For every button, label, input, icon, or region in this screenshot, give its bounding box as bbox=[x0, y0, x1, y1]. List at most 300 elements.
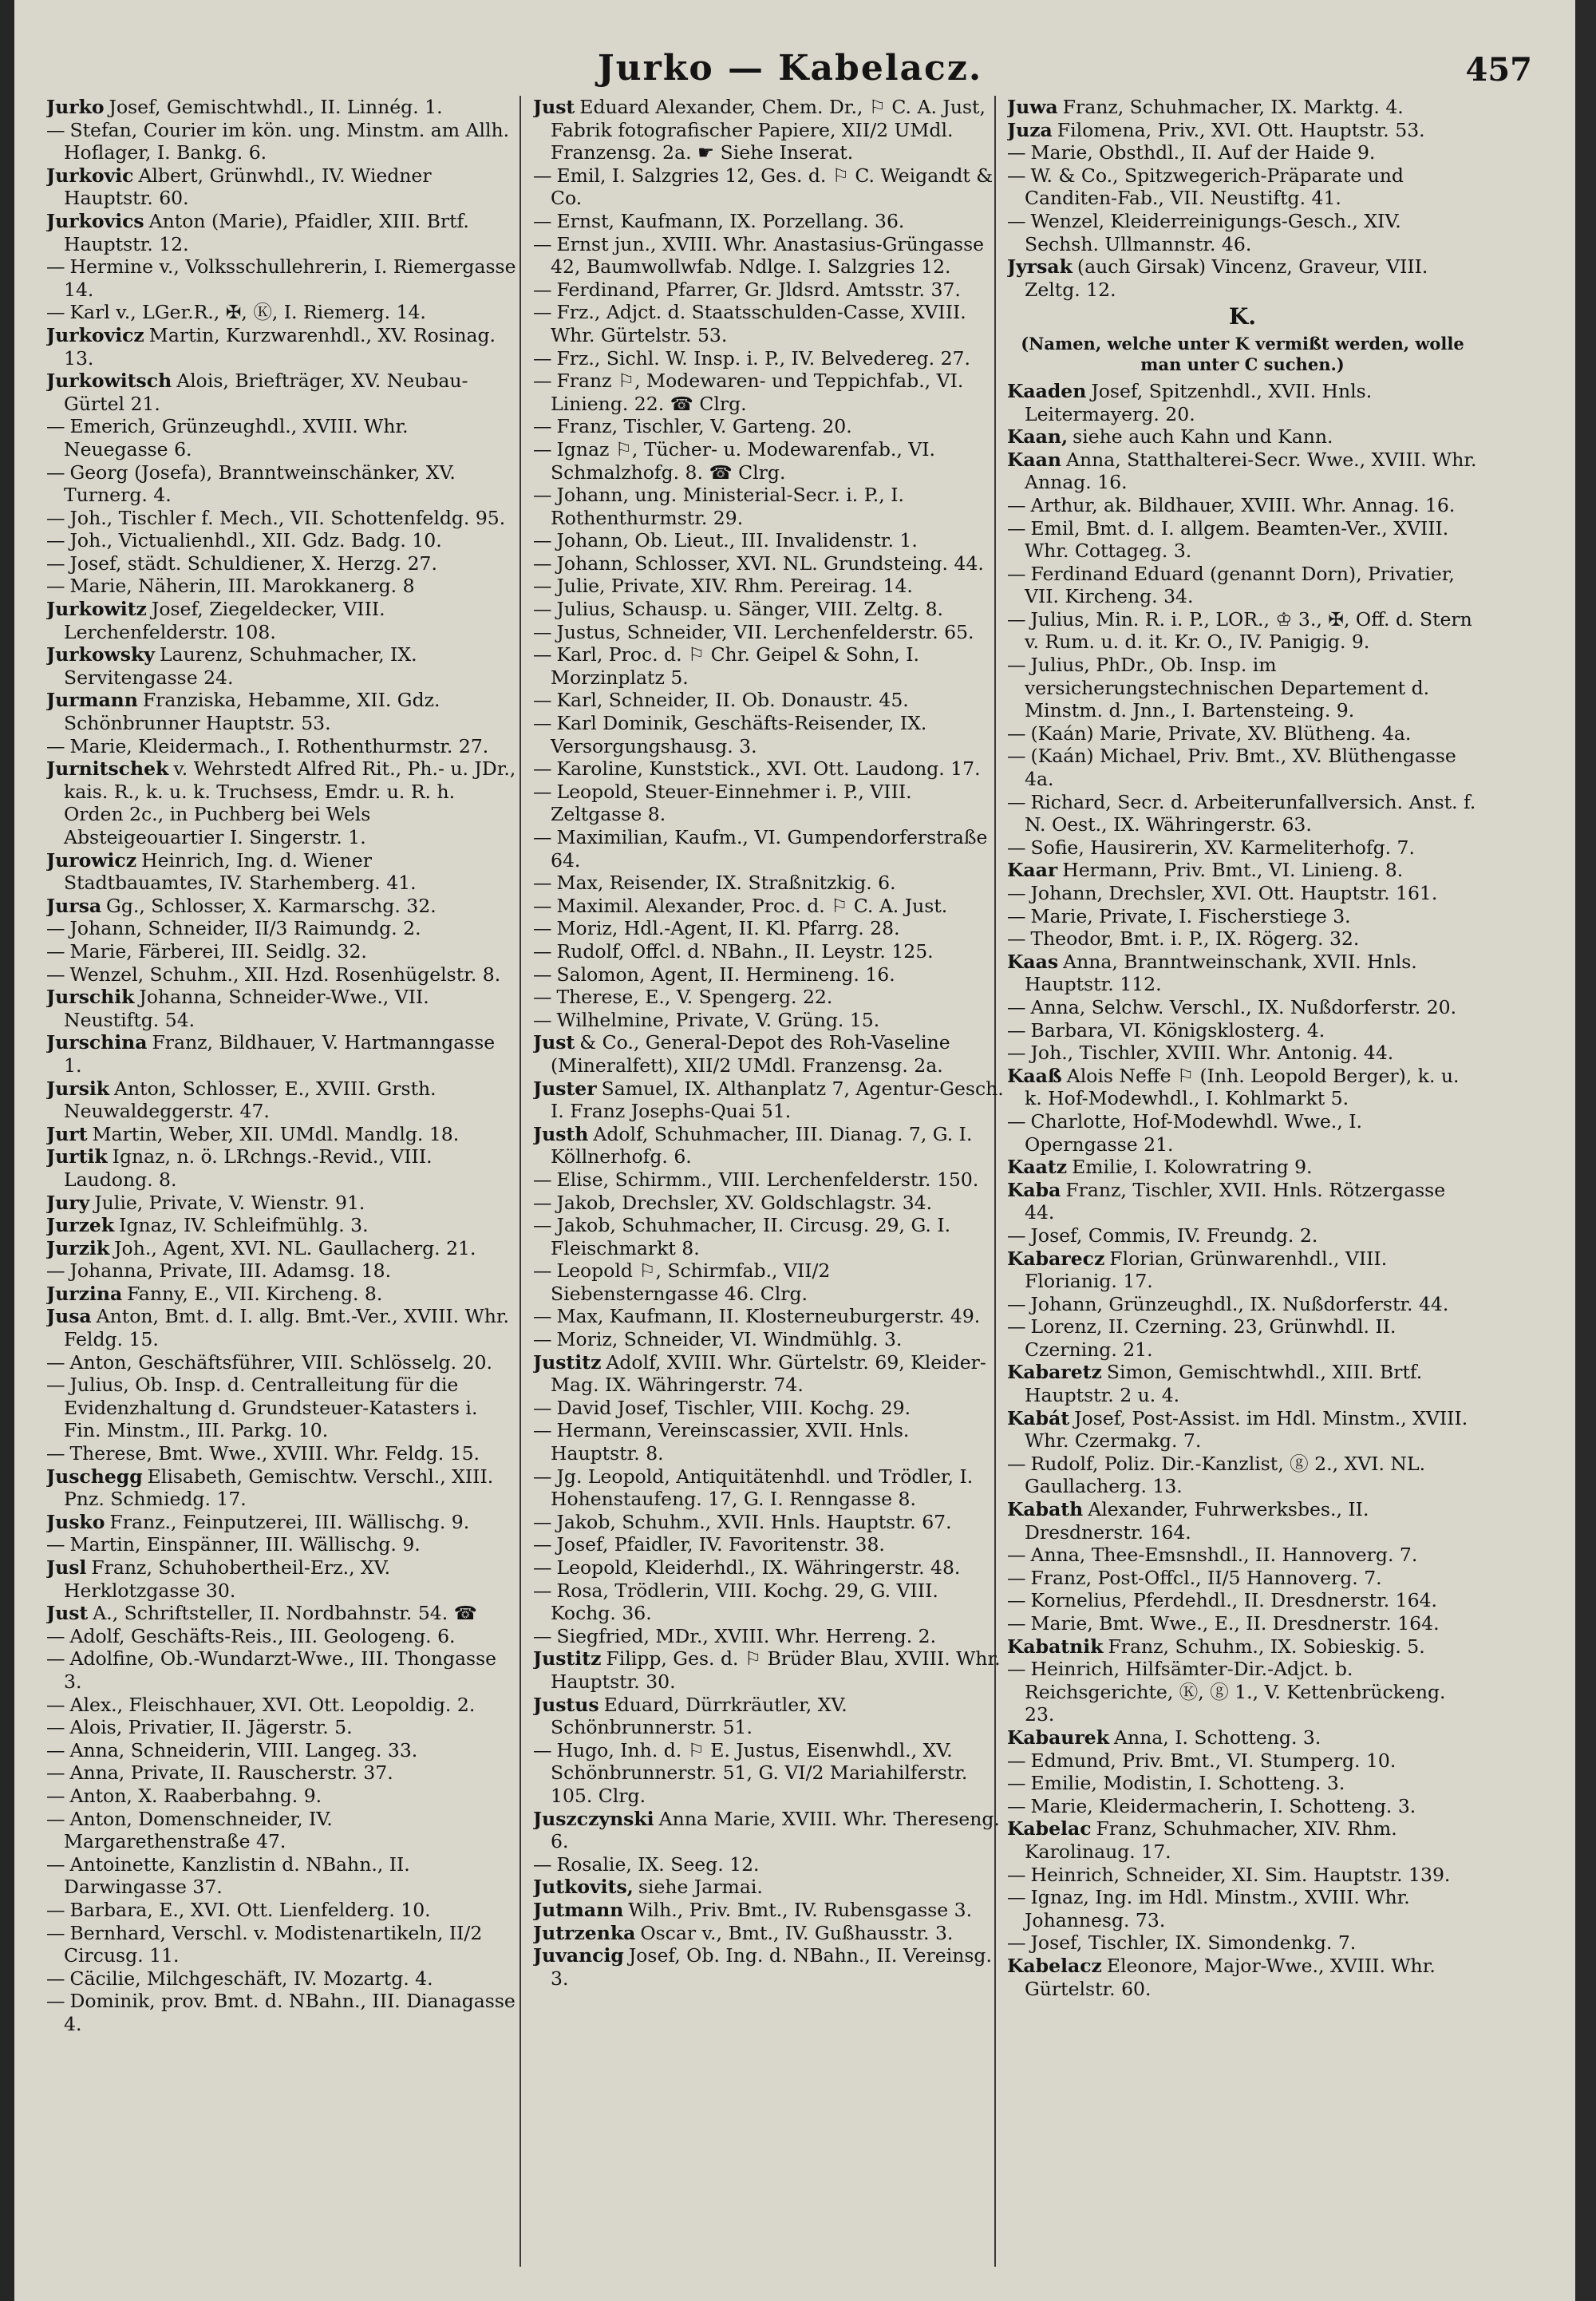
ditto-dash: — bbox=[533, 917, 552, 940]
entry-surname: Jurnitschek bbox=[46, 757, 169, 781]
ditto-dash: — bbox=[533, 415, 552, 438]
ditto-dash: — bbox=[533, 1305, 552, 1328]
directory-entry bbox=[46, 1899, 517, 1922]
entry-surname: Jusa bbox=[46, 1305, 92, 1328]
ditto-dash: — bbox=[533, 301, 552, 324]
entry-surname: Jurkovicz bbox=[46, 323, 144, 346]
entry-text: Julie, Private, V. Wienstr. 91. bbox=[94, 1191, 365, 1214]
entry-text: Marie, Färberei, III. Seidlg. 32. bbox=[69, 939, 367, 963]
directory-entry bbox=[46, 917, 517, 940]
ditto-dash: — bbox=[46, 1898, 65, 1921]
entry-text: Martin, Einspänner, III. Wällischg. 9. bbox=[69, 1533, 421, 1556]
section-letter: K. bbox=[1228, 303, 1257, 330]
ditto-dash: — bbox=[1007, 607, 1026, 631]
directory-entry bbox=[1007, 722, 1478, 745]
directory-entry bbox=[46, 1283, 517, 1306]
entry-text: (Kaán) Marie, Private, XV. Blütheng. 4a. bbox=[1030, 722, 1412, 745]
ditto-dash: — bbox=[533, 164, 552, 187]
entry-text: Jakob, Drechsler, XV. Goldschlagstr. 34. bbox=[556, 1191, 933, 1214]
ditto-dash: — bbox=[46, 1442, 65, 1465]
directory-entry bbox=[1007, 380, 1478, 425]
directory-entry bbox=[46, 1077, 517, 1123]
entry-text: Franz, Tischler, XVII. Hnls. Rötzergasse 44. bbox=[1025, 1178, 1446, 1224]
entry-text: Alex., Fleischhauer, XVI. Ott. Leopoldig. 2. bbox=[69, 1693, 476, 1716]
directory-entry bbox=[533, 1625, 1004, 1648]
entry-text: Franz, Schuhmacher, IX. Marktg. 4. bbox=[1062, 96, 1404, 118]
directory-entry bbox=[46, 575, 517, 598]
directory-entry bbox=[533, 598, 1004, 621]
directory-entry bbox=[1007, 1931, 1478, 1955]
directory-entry bbox=[46, 552, 517, 575]
entry-text: Wilh., Priv. Bmt., IV. Rubensgasse 3. bbox=[628, 1898, 973, 1921]
ditto-dash: — bbox=[1007, 493, 1026, 516]
entry-surname: Kabaretz bbox=[1007, 1361, 1102, 1384]
directory-entry bbox=[1007, 1407, 1478, 1453]
directory-entry bbox=[46, 1237, 517, 1260]
entry-text: Salomon, Agent, II. Hermineng. 16. bbox=[556, 963, 895, 986]
ditto-dash: — bbox=[1007, 927, 1026, 951]
directory-entry bbox=[1007, 1315, 1478, 1361]
ditto-dash: — bbox=[1007, 1224, 1026, 1247]
entry-text: Josef, Spitzenhdl., XVII. Hnls. Leitermayerg. 20. bbox=[1025, 379, 1373, 425]
entry-surname: Jurkowitz bbox=[46, 598, 147, 621]
ditto-dash: — bbox=[1007, 1772, 1026, 1795]
ditto-dash: — bbox=[533, 232, 552, 255]
ditto-dash: — bbox=[533, 1328, 552, 1351]
entry-text: Jakob, Schuhm., XVII. Hnls. Hauptstr. 67. bbox=[556, 1510, 952, 1533]
directory-entry bbox=[533, 1876, 1004, 1899]
entry-surname: Jusko bbox=[46, 1510, 105, 1533]
entry-text: Kornelius, Pferdehdl., II. Dresdnerstr. 164. bbox=[1030, 1589, 1438, 1612]
ditto-dash: — bbox=[1007, 790, 1026, 813]
ditto-dash: — bbox=[533, 643, 552, 666]
ditto-dash: — bbox=[533, 209, 552, 232]
entry-text: Martin, Kurzwarenhdl., XV. Rosinag. 13. bbox=[64, 323, 496, 370]
directory-entry bbox=[46, 1305, 517, 1350]
entry-text: Leopold, Steuer-Einnehmer i. P., VIII. Zeltgasse 8. bbox=[551, 780, 912, 826]
ditto-dash: — bbox=[533, 552, 552, 575]
entry-text: Georg (Josefa), Branntweinschänker, XV. Turnerg. 4. bbox=[64, 461, 456, 507]
ditto-dash: — bbox=[533, 757, 552, 781]
ditto-dash: — bbox=[533, 598, 552, 621]
entry-text: Lorenz, II. Czerning. 23, Grünwhdl. II. Czerning. 21. bbox=[1025, 1315, 1396, 1361]
ditto-dash: — bbox=[46, 734, 65, 757]
entry-text: Anna, Thee-Emsnshdl., II. Hannoverg. 7. bbox=[1030, 1544, 1418, 1567]
directory-entry bbox=[1007, 836, 1478, 860]
entry-text: Anton, Schlosser, E., XVIII. Grsth. Neuwaldeggerstr. 47. bbox=[64, 1077, 437, 1123]
directory-entry bbox=[46, 1739, 517, 1762]
ditto-dash: — bbox=[533, 1556, 552, 1579]
directory-entry bbox=[46, 1694, 517, 1717]
directory-entry bbox=[46, 1761, 517, 1785]
entry-text: Ernst jun., XVIII. Whr. Anastasius-Grüngasse 42, Baumwollwfab. Ndlge. I. Salzgries 12. bbox=[551, 232, 985, 279]
directory-entry bbox=[1007, 1110, 1478, 1156]
entry-text: Ignaz, Ing. im Hdl. Minstm., XVIII. Whr. Johannesg. 73. bbox=[1025, 1886, 1410, 1931]
ditto-dash: — bbox=[46, 1693, 65, 1716]
ditto-dash: — bbox=[1007, 1292, 1026, 1315]
directory-entry bbox=[1007, 1635, 1478, 1659]
entry-surname: Justus bbox=[533, 1693, 599, 1716]
entry-text: Franz., Feinputzerei, III. Wällischg. 9. bbox=[109, 1510, 470, 1533]
entry-text: Karl, Schneider, II. Ob. Donaustr. 45. bbox=[556, 689, 909, 712]
directory-entry bbox=[533, 621, 1004, 644]
directory-entry bbox=[533, 643, 1004, 689]
entry-text: Jg. Leopold, Antiquitätenhdl. und Trödler, I. Hohenstaufeng. 17, G. I. Renngasse 8. bbox=[551, 1465, 974, 1511]
directory-entry bbox=[1007, 1795, 1478, 1818]
directory-entry bbox=[1007, 1498, 1478, 1544]
directory-entry bbox=[533, 1419, 1004, 1465]
entry-surname: Kabát bbox=[1007, 1406, 1070, 1429]
directory-entry bbox=[46, 210, 517, 255]
directory-entry bbox=[533, 1214, 1004, 1259]
directory-entry bbox=[1007, 1612, 1478, 1635]
directory-entry bbox=[533, 872, 1004, 895]
entry-text: Anton, Domenschneider, IV. Margarethenstraße 47. bbox=[64, 1807, 333, 1853]
entry-text: Filipp, Ges. d. ⚐ Brüder Blau, XVIII. Whr. Hauptstr. 30. bbox=[551, 1647, 1001, 1693]
ditto-dash: — bbox=[533, 529, 552, 552]
entry-surname: Kabath bbox=[1007, 1498, 1084, 1521]
entry-text: Laurenz, Schuhmacher, IX. Servitengasse 24. bbox=[64, 643, 417, 689]
entry-surname: Kaan bbox=[1007, 448, 1061, 471]
directory-entry bbox=[1007, 1247, 1478, 1293]
ditto-dash: — bbox=[46, 1784, 65, 1807]
entry-text: Hugo, Inh. d. ⚐ E. Justus, Eisenwhdl., XV. Schönbrunnerstr. 51, G. VI/2 Mariahilferstr. 105. Clrg. bbox=[551, 1738, 968, 1807]
directory-entry bbox=[46, 1990, 517, 2035]
entry-text: Joh., Tischler f. Mech., VII. Schottenfeldg. 95. bbox=[69, 506, 506, 529]
ditto-dash: — bbox=[533, 1259, 552, 1283]
directory-entry bbox=[533, 1694, 1004, 1739]
entry-text: Johann, Schlosser, XVI. NL. Grundsteing. 44. bbox=[556, 552, 984, 575]
ditto-dash: — bbox=[1007, 1931, 1026, 1955]
directory-entry bbox=[1007, 141, 1478, 164]
directory-entry bbox=[533, 1168, 1004, 1192]
directory-entry bbox=[1007, 1955, 1478, 2000]
directory-entry bbox=[46, 895, 517, 918]
entry-text: Anton, X. Raaberbahng. 9. bbox=[69, 1784, 322, 1807]
entry-surname: Kaas bbox=[1007, 950, 1059, 973]
entry-text: Anna, I. Schotteng. 3. bbox=[1114, 1726, 1321, 1749]
entry-text: Alois, Briefträger, XV. Neubau-Gürtel 21. bbox=[64, 370, 468, 415]
ditto-dash: — bbox=[46, 1738, 65, 1761]
directory-entry bbox=[46, 119, 517, 164]
entry-text: Joh., Victualienhdl., XII. Gdz. Badg. 10. bbox=[69, 529, 442, 552]
directory-entry bbox=[46, 1145, 517, 1191]
entry-text: Charlotte, Hof-Modewhdl. Wwe., I. Operngasse 21. bbox=[1025, 1109, 1362, 1156]
entry-text: Anna, Statthalterei-Secr. Wwe., XVIII. Whr. Annag. 16. bbox=[1025, 448, 1477, 494]
directory-entry bbox=[46, 1511, 517, 1534]
entry-text: Marie, Näherin, III. Marokkanerg. 8 bbox=[69, 575, 415, 598]
entry-surname: Jurtik bbox=[46, 1145, 108, 1168]
directory-entry bbox=[1007, 1293, 1478, 1316]
entry-text: Alois, Privatier, II. Jägerstr. 5. bbox=[69, 1716, 353, 1739]
entry-text: Barbara, E., XVI. Ott. Lienfelderg. 10. bbox=[69, 1898, 431, 1921]
entry-surname: Jurzik bbox=[46, 1236, 110, 1259]
directory-entry bbox=[533, 940, 1004, 963]
directory-entry bbox=[533, 164, 1004, 210]
entry-text: Ferdinand Eduard (genannt Dorn), Privatier, VII. Kircheng. 34. bbox=[1025, 562, 1455, 608]
ditto-dash: — bbox=[533, 370, 552, 393]
entry-text: Anna, Selchw. Verschl., IX. Nußdorferstr. 20. bbox=[1030, 995, 1457, 1018]
directory-entry bbox=[533, 210, 1004, 233]
directory-column-3 bbox=[1007, 96, 1478, 2267]
entry-text: Adolfine, Ob.-Wundarzt-Wwe., III. Thongasse 3. bbox=[64, 1647, 497, 1693]
entry-surname: Kaaß bbox=[1007, 1064, 1062, 1087]
directory-entry bbox=[46, 598, 517, 643]
ditto-dash: — bbox=[533, 1579, 552, 1602]
entry-text: Wenzel, Schuhm., XII. Hzd. Rosenhügelstr. 8. bbox=[69, 963, 501, 986]
entry-text: siehe Jarmai. bbox=[638, 1876, 763, 1899]
entry-surname: Jursa bbox=[46, 894, 102, 917]
entry-text: Joh., Tischler, XVIII. Whr. Antonig. 44. bbox=[1030, 1042, 1394, 1065]
directory-entry bbox=[46, 1031, 517, 1077]
ditto-dash: — bbox=[533, 939, 552, 963]
entry-text: Franziska, Hebamme, XII. Gdz. Schönbrunner Hauptstr. 53. bbox=[64, 689, 440, 735]
directory-entry bbox=[46, 986, 517, 1031]
directory-entry bbox=[1007, 1065, 1478, 1110]
entry-text: Emilie, Modistin, I. Schotteng. 3. bbox=[1030, 1772, 1345, 1795]
ditto-dash: — bbox=[1007, 1566, 1026, 1589]
ditto-dash: — bbox=[533, 826, 552, 848]
entry-text: Hermine v., Volksschullehrerin, I. Riemergasse 14. bbox=[64, 255, 516, 301]
entry-surname: Kaatz bbox=[1007, 1156, 1068, 1179]
ditto-dash: — bbox=[46, 506, 65, 529]
entry-text: Anna Marie, XVIII. Whr. Thereseng. 6. bbox=[551, 1807, 1000, 1853]
directory-entry bbox=[46, 757, 517, 848]
ditto-dash: — bbox=[1007, 1612, 1026, 1635]
entry-surname: Kaar bbox=[1007, 859, 1058, 882]
directory-entry bbox=[533, 1259, 1004, 1305]
entry-text: Eleonore, Major-Wwe., XVIII. Whr. Gürtelstr. 60. bbox=[1025, 1954, 1436, 2000]
ditto-dash: — bbox=[1007, 745, 1026, 768]
directory-entry bbox=[533, 1305, 1004, 1328]
entry-text: Julius, Schausp. u. Sänger, VIII. Zeltg. 8. bbox=[556, 598, 944, 621]
directory-entry bbox=[1007, 1589, 1478, 1612]
ditto-dash: — bbox=[1007, 164, 1026, 187]
entry-text: Franz, Schuhobertheil-Erz., XV. Herklotzgasse 30. bbox=[64, 1556, 391, 1602]
entry-text: Bernhard, Verschl. v. Modistenartikeln, II/2 Circusg. 11. bbox=[64, 1921, 483, 1967]
directory-entry bbox=[1007, 1544, 1478, 1567]
ditto-dash: — bbox=[46, 301, 65, 324]
ditto-dash: — bbox=[533, 437, 552, 461]
entry-text: Julius, Min. R. i. P., LOR., ♔ 3., ✠, Off. d. Stern v. Rum. u. d. it. Kr. O., IV. Panigig. 9. bbox=[1025, 607, 1472, 654]
directory-entry bbox=[1007, 905, 1478, 928]
directory-entry bbox=[533, 484, 1004, 529]
entry-text: Franz, Tischler, V. Garteng. 20. bbox=[556, 415, 852, 438]
entry-text: Josef, städt. Schuldiener, X. Herzg. 27. bbox=[69, 552, 437, 575]
entry-text: Adolf, XVIII. Whr. Gürtelstr. 69, Kleider-Mag. IX. Währingerstr. 74. bbox=[551, 1350, 986, 1397]
entry-text: Marie, Kleidermach., I. Rothenthurmstr. 27. bbox=[69, 734, 489, 757]
ditto-dash: — bbox=[46, 1990, 65, 2013]
entry-text: Julius, Ob. Insp. d. Centralleitung für die Evidenzhaltung d. Grundsteuer-Katasters i. Fin. Minstm., III. Parkg. 10. bbox=[64, 1374, 478, 1442]
entry-text: Johann, Schneider, II/3 Raimundg. 2. bbox=[69, 917, 421, 940]
entry-text: Alexander, Fuhrwerksbes., II. Dresdnerstr. 164. bbox=[1025, 1498, 1369, 1544]
entry-text: Johanna, Schneider-Wwe., VII. Neustiftg. 54. bbox=[64, 986, 429, 1031]
ditto-dash: — bbox=[46, 1761, 65, 1785]
entry-text: Stefan, Courier im kön. ung. Minstm. am Allh. Hoflager, I. Bankg. 6. bbox=[64, 118, 510, 164]
ditto-dash: — bbox=[533, 986, 552, 1009]
directory-entry bbox=[533, 1533, 1004, 1556]
directory-entry bbox=[533, 552, 1004, 575]
entry-surname: Jurschik bbox=[46, 986, 135, 1009]
entry-surname: Jurkovics bbox=[46, 209, 144, 232]
entry-surname: Jyrsak bbox=[1007, 255, 1073, 279]
entry-text: David Josef, Tischler, VIII. Kochg. 29. bbox=[556, 1396, 911, 1419]
ditto-dash: — bbox=[46, 1624, 65, 1647]
ditto-dash: — bbox=[533, 872, 552, 895]
entry-text: Dominik, prov. Bmt. d. NBahn., III. Dianagasse 4. bbox=[64, 1990, 516, 2035]
directory-entry bbox=[1007, 859, 1478, 882]
entry-text: v. Wehrstedt Alfred Rit., Ph.- u. JDr., kais. R., k. u. k. Truchsess, Emdr. u. R. h. Orden 2c., in Puchberg bei Wels Absteigeouartier I. Singerstr. 1. bbox=[64, 757, 516, 848]
entry-text: Johann, Drechsler, XVI. Ott. Hauptstr. 161. bbox=[1030, 882, 1438, 904]
directory-entry bbox=[533, 917, 1004, 940]
entry-text: Ignaz, n. ö. LRchngs.-Revid., VIII. Laudong. 8. bbox=[64, 1145, 433, 1191]
entry-text: Anton, Bmt. d. I. allg. Bmt.-Ver., XVIII. Whr. Feldg. 15. bbox=[64, 1305, 509, 1351]
entry-text: Leopold, Kleiderhdl., IX. Währingerstr. 48. bbox=[556, 1556, 961, 1579]
ditto-dash: — bbox=[533, 689, 552, 712]
directory-entry bbox=[1007, 1019, 1478, 1042]
entry-text: Emilie, I. Kolowratring 9. bbox=[1072, 1156, 1313, 1179]
directory-entry bbox=[1007, 96, 1478, 119]
entry-surname: Justitz bbox=[533, 1647, 602, 1670]
directory-entry bbox=[46, 1785, 517, 1808]
ditto-dash: — bbox=[46, 939, 65, 963]
directory-entry bbox=[46, 643, 517, 689]
ditto-dash: — bbox=[533, 1008, 552, 1031]
ditto-dash: — bbox=[46, 1967, 65, 1990]
entry-text: Samuel, IX. Althanplatz 7, Agentur-Gesch. I. Franz Josephs-Quai 51. bbox=[551, 1077, 1004, 1123]
ditto-dash: — bbox=[533, 620, 552, 643]
directory-entry bbox=[46, 735, 517, 758]
entry-text: Frz., Sichl. W. Insp. i. P., IV. Belvedereg. 27. bbox=[556, 346, 970, 370]
directory-entry bbox=[533, 757, 1004, 781]
directory-entry bbox=[533, 415, 1004, 438]
entry-text: Karl, Proc. d. ⚐ Chr. Geipel & Sohn, I. Morzinplatz 5. bbox=[551, 643, 920, 689]
entry-surname: Justitz bbox=[533, 1350, 602, 1374]
entry-text: Antoinette, Kanzlistin d. NBahn., II. Darwingasse 37. bbox=[64, 1852, 410, 1899]
entry-text: Marie, Bmt. Wwe., E., II. Dresdnerstr. 164. bbox=[1030, 1612, 1440, 1635]
entry-text: Ferdinand, Pfarrer, Gr. Jldsrd. Amtsstr. 37. bbox=[556, 278, 961, 301]
entry-text: Marie, Kleidermacherin, I. Schotteng. 3. bbox=[1030, 1794, 1416, 1817]
entry-text: A., Schriftsteller, II. Nordbahnstr. 54. ☎ bbox=[93, 1602, 477, 1625]
ditto-dash: — bbox=[1007, 1658, 1026, 1681]
directory-entry bbox=[533, 1944, 1004, 1990]
entry-surname: Kabaurek bbox=[1007, 1726, 1110, 1749]
entry-surname: Jury bbox=[46, 1191, 90, 1214]
directory-entry bbox=[533, 1899, 1004, 1922]
entry-surname: Kabatnik bbox=[1007, 1635, 1104, 1658]
directory-entry bbox=[1007, 1361, 1478, 1406]
directory-entry bbox=[46, 1556, 517, 1602]
directory-entry bbox=[1007, 1658, 1478, 1726]
directory-entry bbox=[1007, 1772, 1478, 1795]
entry-text: Gg., Schlosser, X. Karmarschg. 32. bbox=[106, 894, 437, 917]
directory-entry bbox=[533, 1739, 1004, 1808]
entry-surname: Jurt bbox=[46, 1122, 88, 1145]
entry-surname: Kaba bbox=[1007, 1178, 1061, 1201]
entry-text: Ernst, Kaufmann, IX. Porzellang. 36. bbox=[556, 209, 905, 232]
directory-entry bbox=[533, 529, 1004, 552]
directory-entry bbox=[1007, 1567, 1478, 1590]
directory-entry bbox=[46, 940, 517, 963]
entry-text: Heinrich, Ing. d. Wiener Stadtbauamtes, IV. Starhemberg. 41. bbox=[64, 848, 417, 895]
entry-text: Maximil. Alexander, Proc. d. ⚐ C. A. Just. bbox=[556, 894, 948, 917]
entry-text: Josef, Ziegeldecker, VIII. Lerchenfelderstr. 108. bbox=[64, 598, 385, 643]
ditto-dash: — bbox=[533, 780, 552, 803]
entry-text: Heinrich, Schneider, XI. Sim. Hauptstr. 139. bbox=[1030, 1863, 1451, 1886]
ditto-dash: — bbox=[46, 1533, 65, 1556]
ditto-dash: — bbox=[533, 1533, 552, 1556]
entry-text: Anna, Schneiderin, VIII. Langeg. 33. bbox=[69, 1738, 418, 1761]
directory-entry bbox=[533, 1922, 1004, 1945]
directory-entry bbox=[1007, 119, 1478, 142]
directory-entry bbox=[46, 1123, 517, 1146]
ditto-dash: — bbox=[46, 1350, 65, 1374]
entry-surname: Jurkovic bbox=[46, 164, 134, 187]
entry-surname: Jusl bbox=[46, 1556, 87, 1579]
entry-text: Josef, Gemischtwhdl., II. Linnég. 1. bbox=[109, 96, 443, 118]
ditto-dash: — bbox=[46, 552, 65, 575]
entry-text: Max, Reisender, IX. Straßnitzkig. 6. bbox=[556, 872, 896, 895]
ditto-dash: — bbox=[46, 1259, 65, 1283]
directory-entry bbox=[46, 1602, 517, 1625]
entry-surname: Just bbox=[46, 1602, 89, 1625]
ditto-dash: — bbox=[1007, 1886, 1026, 1909]
directory-entry bbox=[533, 1031, 1004, 1077]
directory-entry bbox=[46, 461, 517, 507]
directory-entry bbox=[46, 1647, 517, 1693]
entry-text: Johann, Ob. Lieut., III. Invalidenstr. 1. bbox=[556, 529, 918, 552]
entry-text: Edmund, Priv. Bmt., VI. Stumperg. 10. bbox=[1030, 1749, 1396, 1772]
entry-text: Anton (Marie), Pfaidler, XIII. Brtf. Hauptstr. 12. bbox=[64, 209, 469, 255]
directory-entry bbox=[1007, 449, 1478, 494]
ditto-dash: — bbox=[46, 1921, 65, 1944]
entry-text: Siegfried, MDr., XVIII. Whr. Herreng. 2. bbox=[556, 1624, 937, 1647]
entry-text: Adolf, Geschäfts-Reis., III. Geologeng. 6. bbox=[69, 1624, 456, 1647]
directory-entry bbox=[533, 233, 1004, 279]
entry-text: Hermann, Vereinscassier, XVII. Hnls. Hauptstr. 8. bbox=[551, 1419, 910, 1465]
ditto-dash: — bbox=[533, 1738, 552, 1761]
entry-text: Rudolf, Offcl. d. NBahn., II. Leystr. 125. bbox=[556, 939, 934, 963]
directory-entry bbox=[533, 1123, 1004, 1168]
ditto-dash: — bbox=[1007, 1109, 1026, 1133]
directory-entry bbox=[533, 347, 1004, 370]
entry-text: Cäcilie, Milchgeschäft, IV. Mozartg. 4. bbox=[69, 1967, 433, 1990]
directory-entry bbox=[46, 1351, 517, 1374]
directory-entry bbox=[1007, 1726, 1478, 1749]
ditto-dash: — bbox=[1007, 722, 1026, 745]
entry-surname: Jurko bbox=[46, 96, 105, 118]
entry-text: Franz, Schuhmacher, XIV. Rhm. Karolinaug. 17. bbox=[1025, 1817, 1397, 1863]
entry-text: Joh., Agent, XVI. NL. Gaullacherg. 21. bbox=[114, 1236, 476, 1259]
entry-text: Ignaz, IV. Schleifmühlg. 3. bbox=[119, 1214, 369, 1237]
entry-text: Karoline, Kunststick., XVI. Ott. Laudong. 17. bbox=[556, 757, 981, 781]
directory-column-2 bbox=[533, 96, 1004, 2267]
entry-surname: Just bbox=[533, 96, 575, 118]
ditto-dash: — bbox=[1007, 836, 1026, 859]
ditto-dash: — bbox=[1007, 1544, 1026, 1567]
entry-text: Josef, Post-Assist. im Hdl. Minstm., XVIII. Whr. Czermakg. 7. bbox=[1025, 1406, 1468, 1453]
entry-text: Justus, Schneider, VII. Lerchenfelderstr. 65. bbox=[556, 620, 974, 643]
entry-text: Hermann, Priv. Bmt., VI. Linieng. 8. bbox=[1062, 859, 1404, 882]
entry-text: Anton, Geschäftsführer, VIII. Schlösselg. 20. bbox=[69, 1350, 492, 1374]
entry-text: Franz, Bildhauer, V. Hartmanngasse 1. bbox=[64, 1031, 496, 1077]
entry-text: Josef, Commis, IV. Freundg. 2. bbox=[1030, 1224, 1318, 1247]
ditto-dash: — bbox=[1007, 1018, 1026, 1042]
entry-surname: Jurschina bbox=[46, 1031, 148, 1054]
directory-entry bbox=[1007, 654, 1478, 722]
directory-entry bbox=[46, 370, 517, 415]
directory-entry bbox=[46, 324, 517, 370]
